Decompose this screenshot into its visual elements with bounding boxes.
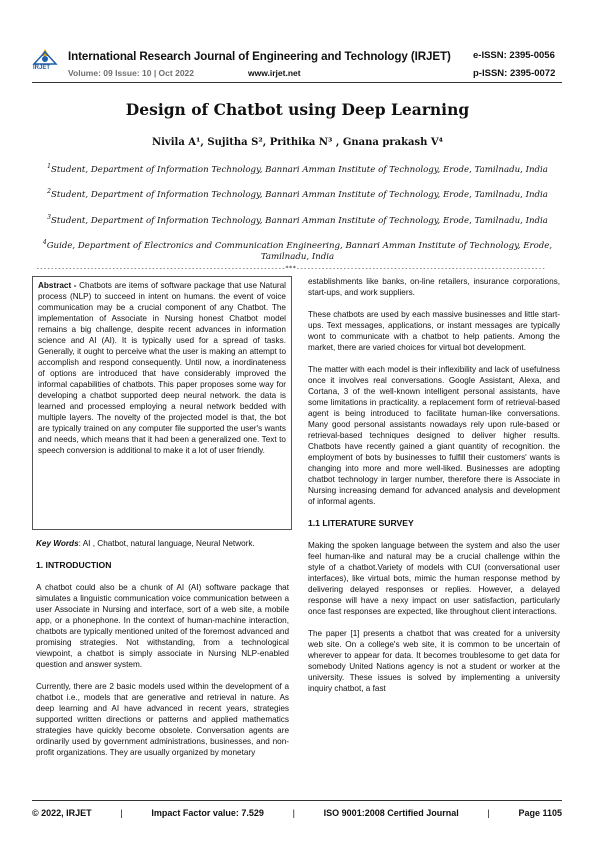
header-rule (32, 82, 562, 83)
right-paragraph-3: The matter with each model is their inflexibility and lack of usefulness once it involves real conversations. Google Assistant, Alexa, and Cortana, 3 of the well-known intelligent personal assistants, have some limitations in practicality. a replacement form of retrieval-based agent is being introduced to facilitate human-like conversations. Many good personal assistants nowadays rely upon rule-based or retrieval-based techniques designed to deliver higher results. Chatbots have recently gained a giant quantity of recognition. the employment of bots by businesses to fulfill their customers' wants is changing into more and more well-liked. Businesses are adopting chatbot technology in larger number, therefore there is Associate in Nursing increasing demand for advanced analysis and development of informal agents. (308, 365, 560, 506)
footer-iso: ISO 9001:2008 Certified Journal (323, 808, 459, 818)
affiliation-2: $^2$Student, Department of Information Technology, Bannari Amman Institute of Technology, Erode, Tamilnadu, India (47, 188, 548, 200)
logo-text: IRJET (33, 65, 51, 71)
affiliation-4: $^4$Guide, Department of Electronics and Communication Engineering, Bannari Amman Institute of Technology, Erode, Tamilnadu, India (42, 239, 553, 262)
footer-impact-factor: Impact Factor value: 7.529 (151, 808, 264, 818)
affiliation-1: $^1$Student, Department of Information Technology, Bannari Amman Institute of Technology, Erode, Tamilnadu, India (47, 163, 548, 175)
keywords-text: : AI , Chatbot, natural language, Neural Network. (78, 539, 255, 548)
abstract-text: Chatbots are items of software package that use Natural process (NLP) to succeed in intent on humans. the event of voice communication may be a crucial component of any Chatbot. The implementation of Associate in Nursing honest Chatbot model remains a big challenge, despite recent advances in information science and AI (AI). It is typically used for a spread of tasks. Generally, it ought to perceive what the user is making an attempt to accomplish and respond consequently. Until now, a inordinateness of options are introduced that have considerably improved the informal capabilities of chatbots. This paper proposes some way for developing a chatbot supported deep neural network. the data is learned and processed employing a neural network bedded with multiple layers. The novelty of the projected model is that, the bot are typically trained on any computer file supported the user's wants and needs, which means that it had been a generalized one. Text to speech conversion is additional to make it a lot of user friendly. (38, 281, 286, 455)
right-body (308, 276, 560, 694)
keywords-label: Key Words (36, 539, 79, 548)
literature-survey-heading: 1.1 LITERATURE SURVEY (308, 518, 414, 528)
left-body (36, 560, 289, 758)
footer-separator: | (120, 808, 123, 818)
intro-heading: 1. INTRODUCTION (36, 560, 112, 570)
author-list: Nivila A¹, Sujitha S², Prithika N³ , Gnana prakash V⁴ (151, 137, 444, 148)
intro-paragraph-2: Currently, there are 2 basic models used within the development of a chatbot i.e., models that are generative and retrieval in nature. As deep learning and AI have advanced in recent years, strategies supported written directions or patterns and applied mathematics strategies have quickly become obsolete. Conversation agents are ordinarily used by government administrations, businesses, and non-profit organizations. They are usually organized by monetary (36, 682, 289, 757)
abstract-label: Abstract - (38, 281, 77, 290)
footer-page-number: Page 1105 (518, 808, 562, 818)
keywords (36, 538, 289, 549)
journal-website[interactable]: www.irjet.net (248, 68, 301, 78)
right-paragraph-2: These chatbots are used by each massive businesses and little start-ups. Text messages, applications, or instant messages are typically wont to communicate with a chatbot to help patients. Among the market, there are varied choices for virtual bot development. (308, 310, 560, 352)
footer-separator: | (292, 808, 295, 818)
footer-copyright: © 2022, IRJET (32, 808, 92, 818)
footer-rule (32, 800, 562, 801)
eissn: e-ISSN: 2395-0056 (473, 50, 555, 61)
right-paragraph-5: The paper [1] presents a chatbot that was created for a university web site. On a college's web site, it is common to be uncertain of wherever to appear for data. It becomes troublesome to get data for somebody United Nations agency is not a student or worker at the university. These issues is solved by implementing a university inquiry chatbot, a fast (308, 629, 560, 693)
page-footer (32, 808, 562, 818)
section-separator: ---------------------------------------------------------------------***--------------------------------------------------------------------- (36, 265, 546, 272)
right-paragraph-1: establishments like banks, on-line retailers, insurance corporations, start-ups, and work suppliers. (308, 277, 560, 297)
footer-separator: | (487, 808, 490, 818)
paper-title: Design of Chatbot using Deep Learning (125, 100, 470, 119)
right-paragraph-4: Making the spoken language between the system and also the user feel human-like and natural may be a crucial challenge within the style of a chatbot.Variety of models with CUI (conversational user interfaces), like virtual bots, mimic the human response method by delivering delayed responses or replies. However, a delayed response will have a nexy impact on user satisfaction, particularly once fast responses are expected, like throughout client interactions. (308, 541, 560, 616)
pissn: p-ISSN: 2395-0072 (473, 68, 556, 79)
intro-paragraph-1: A chatbot could also be a chunk of AI (AI) software package that simulates a linguistic communication voice communication between a user Associate in Nursing and interface, sort of a web site, a mobile app, or a phonephone. In the context of human-machine interaction, chatbots are typically mentioned united of the foremost advanced and promising strategies. Not withstanding, from a technological viewpoint, a chatbot is simply associate in Nursing NLP-enabled question and answer system. (36, 583, 289, 669)
journal-title: International Research Journal of Engineering and Technology (IRJET) (68, 50, 451, 63)
affiliation-3: $^3$Student, Department of Information Technology, Bannari Amman Institute of Technology, Erode, Tamilnadu, India (47, 214, 548, 226)
volume-issue: Volume: 09 Issue: 10 | Oct 2022 (68, 68, 195, 78)
abstract-box (32, 276, 292, 530)
irjet-logo (32, 48, 58, 72)
